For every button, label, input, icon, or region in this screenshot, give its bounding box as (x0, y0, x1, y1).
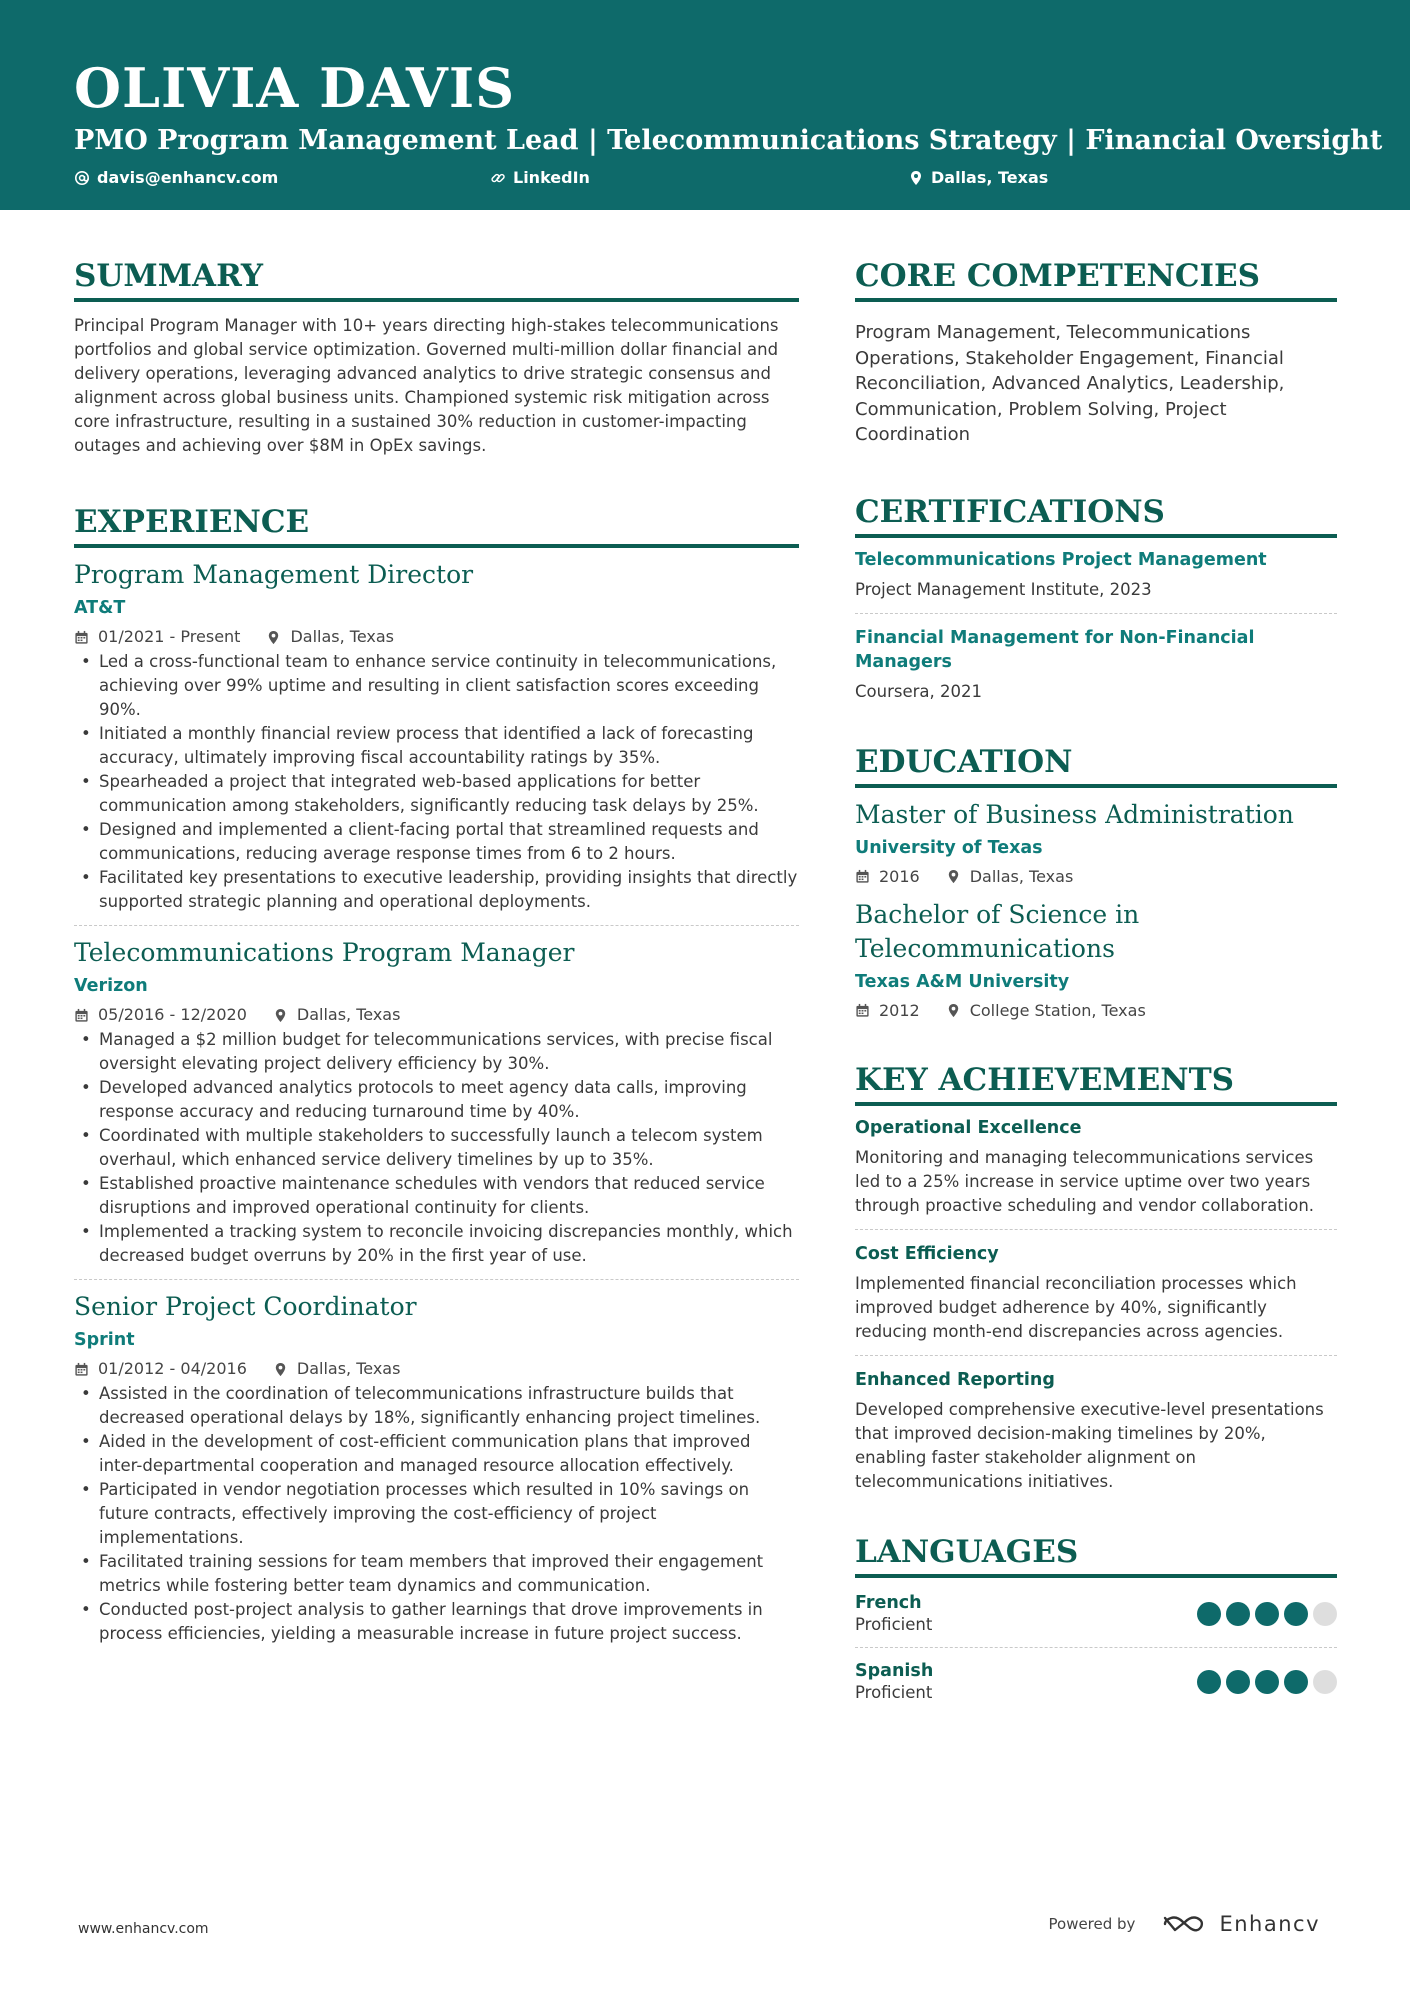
education-year: 2012 (879, 1000, 920, 1020)
job-company: Verizon (74, 976, 148, 996)
calendar-icon (855, 869, 870, 884)
job-bullets (74, 1382, 799, 1646)
certification-item (855, 626, 1337, 704)
certification-name: Financial Management for Non-Financial Managers (855, 627, 1255, 672)
map-pin-icon (908, 170, 924, 186)
degree-title: Master of Business Administration (855, 799, 1294, 829)
enhancv-logo-icon (1161, 1912, 1207, 1936)
job-meta (74, 626, 799, 648)
certification-issuer: Project Management Institute, 2023 (855, 579, 1152, 599)
job-entry (74, 558, 799, 914)
calendar-icon (74, 630, 89, 645)
brand-name: Enhancv (1219, 1912, 1320, 1936)
job-company: Sprint (74, 1330, 135, 1350)
rating-dot-filled (1226, 1670, 1250, 1694)
map-pin-icon (273, 1008, 288, 1023)
job-title: Program Management Director (74, 560, 474, 589)
achievements-heading: KEY ACHIEVEMENTS (855, 1060, 1337, 1106)
rating-dot-empty (1313, 1670, 1337, 1694)
link-icon (490, 170, 506, 186)
competencies-heading: CORE COMPETENCIES (855, 256, 1337, 302)
achievement-item (855, 1242, 1337, 1344)
competencies-section (855, 256, 1337, 448)
achievement-text: Developed comprehensive executive-level presentations that improved decision-making timelines by 20%, enabling faster stakeholder alignment on telecommunications initiatives. (855, 1399, 1324, 1491)
summary-text: Principal Program Manager with 10+ years directing high-stakes telecommunications portfolios and global service optimization. Governed multi-million dollar financial and delivery operations, leveraging advanced analytics to drive strategic consensus and alignment across global business units. Championed systemic risk mitigation across core infrastructure, resulting in a sustained 30% reduction in customer-impacting outages and achieving over $8M in OpEx savings. (74, 316, 779, 455)
map-pin-icon (946, 1003, 961, 1018)
education-item (855, 898, 1337, 1022)
resume-header (0, 0, 1410, 210)
rating-dot-filled (1197, 1602, 1221, 1626)
certifications-heading: CERTIFICATIONS (855, 492, 1337, 538)
left-column (74, 256, 799, 1646)
rating-dot-filled (1197, 1670, 1221, 1694)
achievement-text: Monitoring and managing telecommunications services led to a 25% increase in service uptime over two years through proactive scheduling and vendor collaboration. (855, 1147, 1315, 1215)
contact-bar (74, 168, 1410, 194)
job-title: Senior Project Coordinator (74, 1292, 417, 1321)
languages-section (855, 1532, 1337, 1704)
education-location: College Station, Texas (969, 1000, 1146, 1020)
divider (74, 925, 799, 926)
summary-section (74, 256, 799, 458)
powered-by-label: Powered by (1048, 1915, 1136, 1933)
contact-email[interactable] (74, 168, 278, 187)
job-bullets (74, 650, 799, 914)
divider (74, 1279, 799, 1280)
language-level: Proficient (855, 1682, 933, 1702)
bullet-item: • Designed and implemented a client-facing portal that streamlined requests and communications, reducing average response times from 6 to 2 hours. (74, 818, 799, 866)
achievement-title: Operational Excellence (855, 1117, 1082, 1138)
bullet-item: • Spearheaded a project that integrated web-based applications for better communication among stakeholders, significantly reducing task delays by 25%. (74, 770, 799, 818)
job-dates: 05/2016 - 12/2020 (98, 1005, 247, 1024)
achievement-title: Enhanced Reporting (855, 1369, 1055, 1390)
achievements-section (855, 1060, 1337, 1494)
bullet-item: • Initiated a monthly financial review process that identified a lack of forecasting accuracy, ultimately improving fiscal accountability ratings by 35%. (74, 722, 799, 770)
language-name: French (855, 1592, 922, 1613)
bullet-item: • Managed a $2 million budget for telecommunications services, with precise fiscal oversight elevating project delivery efficiency by 30%. (74, 1028, 799, 1076)
calendar-icon (74, 1008, 89, 1023)
language-rating (1197, 1670, 1337, 1694)
bullet-item: • Participated in vendor negotiation processes which resulted in 10% savings on future contracts, effectively improving the cost-efficiency of project implementations. (74, 1478, 799, 1550)
language-name: Spanish (855, 1660, 934, 1681)
location-text: Dallas, Texas (931, 168, 1049, 187)
school-name: Texas A&M University (855, 971, 1070, 992)
education-section (855, 742, 1337, 1022)
map-pin-icon (946, 869, 961, 884)
divider (855, 613, 1337, 614)
bullet-item: • Assisted in the coordination of telecommunications infrastructure builds that decreased operational delays by 18%, significantly enhancing project timelines. (74, 1382, 799, 1430)
divider (855, 1229, 1337, 1230)
powered-by[interactable] (1049, 1912, 1321, 1936)
bullet-item: • Facilitated key presentations to executive leadership, providing insights that directly supported strategic planning and operational deployments. (74, 866, 799, 914)
education-location: Dallas, Texas (969, 866, 1074, 886)
candidate-headline: PMO Program Management Lead | Telecommunications Strategy | Financial Oversight (74, 125, 1383, 156)
right-column (855, 256, 1337, 1704)
education-year: 2016 (879, 866, 920, 886)
bullet-item: • Facilitated training sessions for team members that improved their engagement metrics while fostering better team dynamics and communication. (74, 1550, 799, 1598)
job-location: Dallas, Texas (290, 627, 395, 646)
languages-heading: LANGUAGES (855, 1532, 1337, 1578)
achievement-item (855, 1368, 1337, 1494)
job-dates: 01/2012 - 04/2016 (98, 1359, 247, 1378)
contact-location (908, 168, 1048, 187)
certification-name: Telecommunications Project Management (855, 549, 1267, 570)
divider (855, 1647, 1337, 1648)
linkedin-text: LinkedIn (513, 168, 590, 187)
bullet-item: • Led a cross-functional team to enhance service continuity in telecommunications, achieving over 99% uptime and resulting in client satisfaction scores exceeding 90%. (74, 650, 799, 722)
job-meta (74, 1358, 799, 1380)
job-entry (74, 1290, 799, 1646)
job-entry (74, 936, 799, 1268)
education-meta (855, 1000, 1337, 1022)
map-pin-icon (266, 630, 281, 645)
job-title: Telecommunications Program Manager (74, 938, 575, 967)
rating-dot-filled (1284, 1670, 1308, 1694)
education-meta (855, 866, 1337, 888)
job-bullets (74, 1028, 799, 1268)
certification-issuer: Coursera, 2021 (855, 681, 982, 701)
bullet-item: • Established proactive maintenance schedules with vendors that reduced service disruptions and improved operational continuity for clients. (74, 1172, 799, 1220)
rating-dot-filled (1226, 1602, 1250, 1626)
job-meta (74, 1004, 799, 1026)
bullet-item: • Coordinated with multiple stakeholders to successfully launch a telecom system overhaul, which enhanced service delivery timelines by up to 35%. (74, 1124, 799, 1172)
experience-section (74, 502, 799, 1646)
summary-heading: SUMMARY (74, 256, 799, 302)
school-name: University of Texas (855, 837, 1043, 858)
language-item (855, 1660, 1337, 1704)
bullet-item: • Conducted post-project analysis to gather learnings that drove improvements in process efficiencies, yielding a measurable increase in future project success. (74, 1598, 799, 1646)
rating-dot-filled (1255, 1602, 1279, 1626)
language-level: Proficient (855, 1614, 933, 1634)
job-company: AT&T (74, 598, 126, 618)
footer-url[interactable]: www.enhancv.com (78, 1921, 209, 1937)
email-text: davis@enhancv.com (97, 168, 279, 187)
experience-heading: EXPERIENCE (74, 502, 799, 548)
bullet-item: • Implemented a tracking system to reconcile invoicing discrepancies monthly, which decreased budget overruns by 20% in the first year of use. (74, 1220, 799, 1268)
achievement-title: Cost Efficiency (855, 1243, 999, 1264)
rating-dot-filled (1255, 1670, 1279, 1694)
achievement-text: Implemented financial reconciliation processes which improved budget adherence by 40%, significantly reducing month-end discrepancies across agencies. (855, 1273, 1297, 1341)
job-location: Dallas, Texas (296, 1359, 401, 1378)
divider (855, 1355, 1337, 1356)
education-item (855, 798, 1337, 888)
language-rating (1197, 1602, 1337, 1626)
degree-title: Bachelor of Science in Telecommunications (855, 899, 1140, 963)
contact-linkedin[interactable] (490, 168, 590, 187)
rating-dot-filled (1284, 1602, 1308, 1626)
competencies-text: Program Management, Telecommunications Operations, Stakeholder Engagement, Financial Reconciliation, Advanced Analytics, Leadership, Communication, Problem Solving, Project Coordination (855, 322, 1285, 445)
at-icon (74, 170, 90, 186)
bullet-item: • Aided in the development of cost-efficient communication plans that improved inter-departmental cooperation and managed resource allocation effectively. (74, 1430, 799, 1478)
map-pin-icon (273, 1362, 288, 1377)
candidate-name: OLIVIA DAVIS (74, 56, 516, 120)
certification-item (855, 548, 1337, 602)
job-location: Dallas, Texas (296, 1005, 401, 1024)
education-heading: EDUCATION (855, 742, 1337, 788)
achievement-item (855, 1116, 1337, 1218)
rating-dot-empty (1313, 1602, 1337, 1626)
certifications-section (855, 492, 1337, 704)
job-dates: 01/2021 - Present (98, 627, 241, 646)
calendar-icon (855, 1003, 870, 1018)
calendar-icon (74, 1362, 89, 1377)
language-item (855, 1592, 1337, 1636)
bullet-item: • Developed advanced analytics protocols to meet agency data calls, improving response accuracy and reducing turnaround time by 40%. (74, 1076, 799, 1124)
